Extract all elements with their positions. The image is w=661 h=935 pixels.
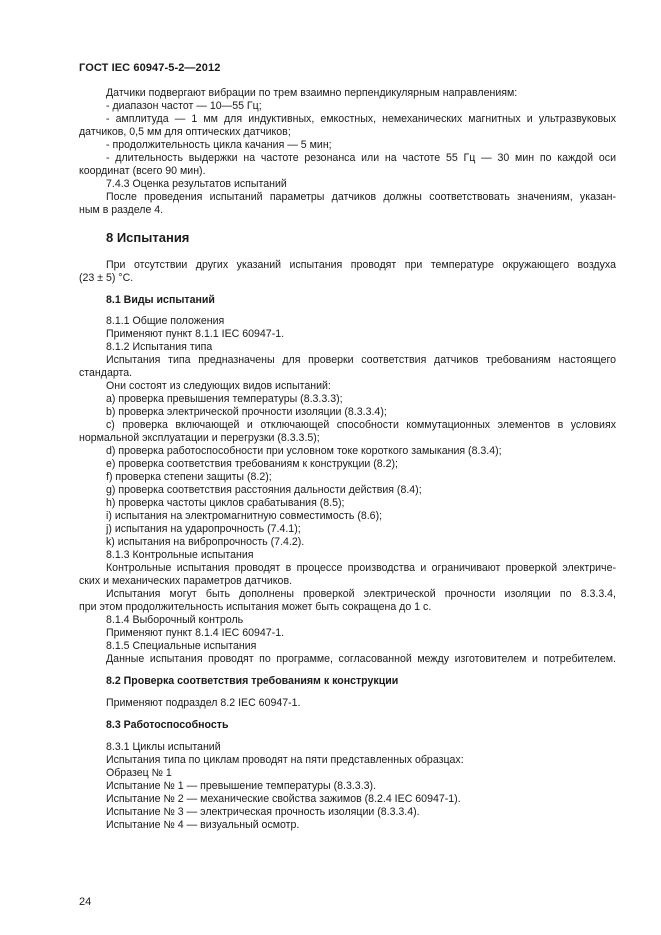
list-item: Испытание № 4 — визуальный осмотр. (106, 819, 300, 831)
standard-header: ГОСТ IEC 60947-5-2—2012 (79, 62, 221, 74)
text-line: Применяют пункт 8.1.1 IEC 60947-1. (106, 328, 285, 340)
list-item: Испытание № 2 — механические свойства зажимов (8.2.4 IEC 60947-1). (106, 793, 461, 805)
text-line: Контрольные испытания проводят в процессе производства и ограничивают проверкой электриче- (106, 562, 616, 574)
list-item: - продолжительность цикла качания — 5 мин; (106, 139, 332, 151)
list-item: j) испытания на ударопрочность (7.4.1); (106, 523, 301, 535)
subsection-heading: 8.3 Работоспособность (106, 719, 229, 731)
text-line: датчиков, 0,5 мм для оптических датчиков; (79, 126, 291, 138)
text-line: ских и механических параметров датчиков. (79, 575, 293, 587)
list-item: a) проверка превышения температуры (8.3.3.3); (106, 393, 343, 405)
text-line: координат (всего 90 мин). (79, 165, 206, 177)
clause-heading: 8.1.1 Общие положения (106, 315, 225, 327)
list-item: - длительность выдержки на частоте резонанса или на частоте 55 Гц — 30 мин по каждой оси (106, 152, 616, 164)
list-item: - амплитуда — 1 мм для индуктивных, емкостных, немеханических магнитных и ультразвуковых (106, 113, 616, 125)
text-line: При отсутствии других указаний испытания проводят при температуре окружающего воздуха (106, 259, 616, 271)
text-line: После проведения испытаний параметры датчиков должны соответствовать значениям, указан- (106, 191, 616, 203)
text-line: Они состоят из следующих видов испытаний: (106, 380, 331, 392)
text-line: Применяют пункт 8.1.4 IEC 60947-1. (106, 627, 285, 639)
list-item: f) проверка степени защиты (8.2); (106, 471, 272, 483)
text-line: Испытания типа по циклам проводят на пяти представленных образцах: (106, 754, 464, 766)
clause-heading: 8.1.5 Специальные испытания (106, 640, 257, 652)
subsection-heading: 8.2 Проверка соответствия требованиям к конструкции (106, 675, 399, 687)
list-item: b) проверка электрической прочности изоляции (8.3.3.4); (106, 406, 387, 418)
section-heading: 8 Испытания (106, 230, 190, 245)
list-item: e) проверка соответствия требованиям к конструкции (8.2); (106, 458, 398, 470)
subsection-heading: 8.1 Виды испытаний (106, 294, 215, 306)
list-item: k) испытания на вибропрочность (7.4.2). (106, 536, 305, 548)
text-line: ным в разделе 4. (79, 204, 164, 216)
list-item: - диапазон частот — 10—55 Гц; (106, 100, 262, 112)
list-item: g) проверка соответствия расстояния дальности действия (8.4); (106, 484, 422, 496)
text-line: стандарта. (79, 367, 133, 379)
clause-heading: 8.1.2 Испытания типа (106, 341, 213, 353)
list-item: Испытание № 1 — превышение температуры (8.3.3.3). (106, 780, 377, 792)
subsection-heading: 7.4.3 Оценка результатов испытаний (106, 178, 287, 190)
text-line: Испытания могут быть дополнены проверкой электрической прочности изоляции по 8.3.3.4, (106, 588, 616, 600)
list-item: i) испытания на электромагнитную совместимость (8.6); (106, 510, 383, 522)
text-line: (23 ± 5) °С. (79, 272, 134, 284)
clause-heading: 8.3.1 Циклы испытаний (106, 741, 221, 753)
text-line: при этом продолжительность испытания может быть сокращена до 1 с. (79, 601, 432, 613)
text-line: Данные испытания проводят по программе, согласованной между изготовителем и потребителем. (106, 653, 616, 665)
list-item: c) проверка включающей и отключающей способности коммутационных элементов в условиях (106, 419, 616, 431)
list-item: Испытание № 3 — электрическая прочность изоляции (8.3.3.4). (106, 806, 420, 818)
clause-heading: 8.1.3 Контрольные испытания (106, 549, 254, 561)
text-line: нормальной эксплуатации и перегрузки (8.3.3.5); (79, 432, 320, 444)
text-line: Испытания типа предназначены для проверки соответствия датчиков требованиям настоящего (106, 354, 616, 366)
list-item: d) проверка работоспособности при условном токе короткого замыкания (8.3.4); (106, 445, 502, 457)
page-number: 24 (79, 896, 92, 908)
text-line: Датчики подвергают вибрации по трем взаимно перпендикулярным направлениям: (106, 87, 518, 99)
text-line: Применяют подраздел 8.2 IEC 60947-1. (106, 697, 301, 709)
list-item: h) проверка частоты циклов срабатывания (8.5); (106, 497, 345, 509)
clause-heading: 8.1.4 Выборочный контроль (106, 614, 244, 626)
text-line: Образец № 1 (106, 767, 172, 779)
